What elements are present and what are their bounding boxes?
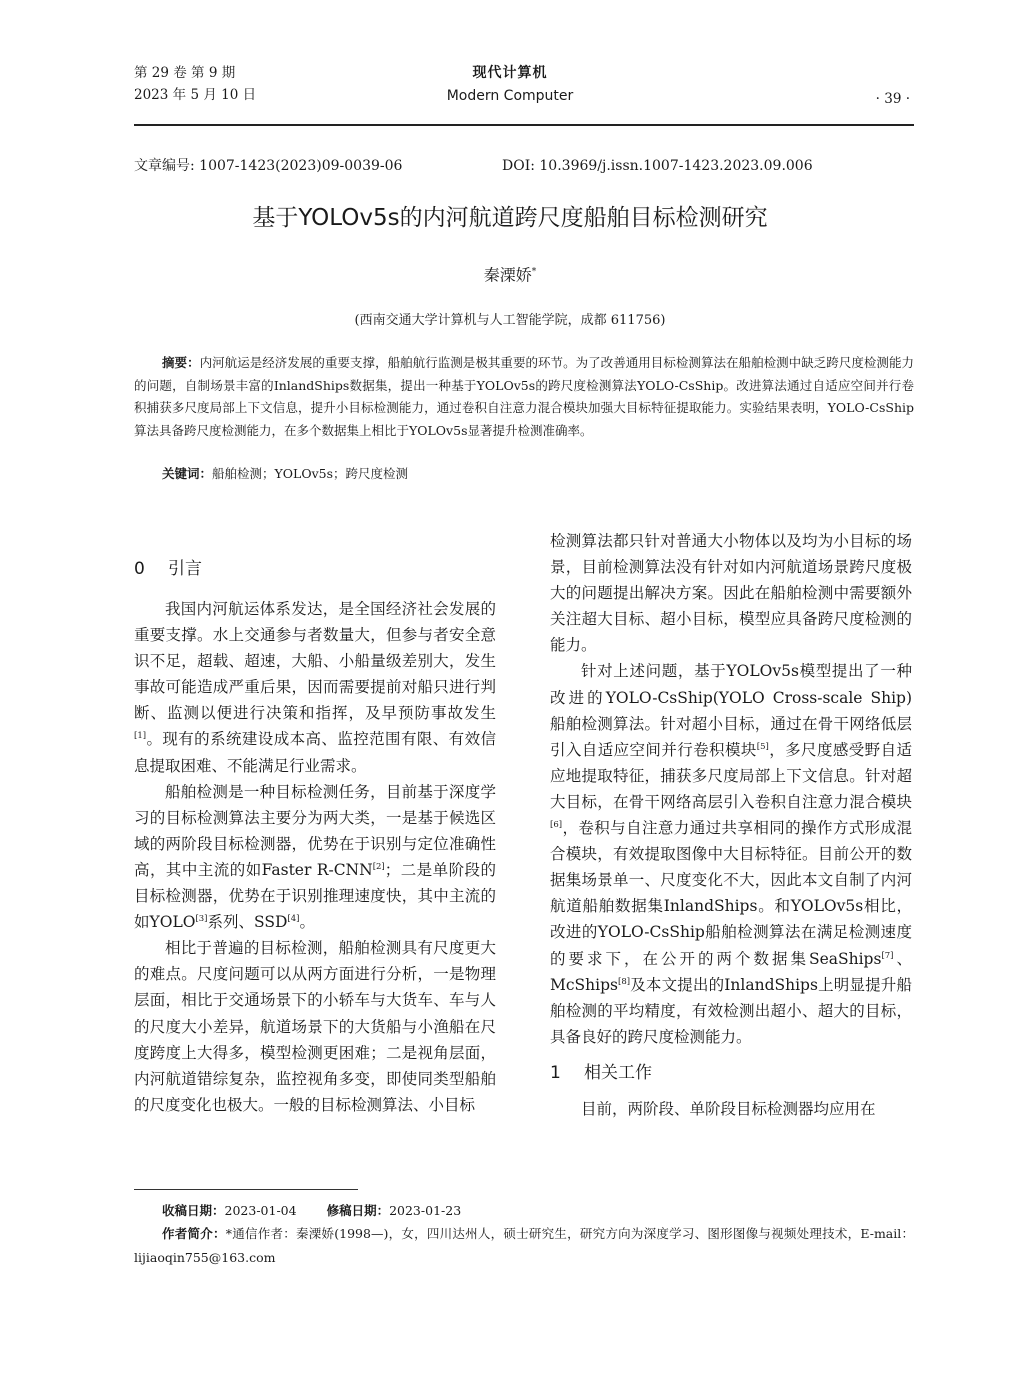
text-run: 。现有的系统建设成本高、监控范围有限、有效信息提取困难、不能满足行业需求。 (134, 730, 496, 775)
citation[interactable]: [8] (618, 976, 631, 987)
citation[interactable]: [6] (550, 819, 563, 830)
citation[interactable]: [4] (287, 913, 300, 924)
abstract (134, 352, 914, 442)
keywords (134, 464, 914, 484)
text-run: ，卷积与自注意力通过共享相同的操作方式形成混合模块，有效提取图像中大目标特征。目前公开的数据集场景单一、尺度变化不大，因此本文自制了内河航道船舶数据集InlandShips。和YOLOv5s相比，改进的YOLO-CsShip船舶检测算法在满足检测速度的要求下，在公开的两个数据集SeaShips (550, 819, 912, 968)
footnote-author (134, 1222, 914, 1270)
citation[interactable]: [1] (134, 731, 147, 742)
text-run: 系列、SSD (207, 913, 288, 932)
body-column-right (550, 528, 912, 1122)
footnote-rule (134, 1189, 358, 1190)
article-id: 文章编号: 1007-1423(2023)09-0039-06 (134, 158, 403, 174)
publication-date: 2023 年 5 月 10 日 (134, 87, 257, 103)
section-title: 引言 (168, 559, 202, 579)
author-bio-label: 作者简介： (162, 1226, 226, 1241)
citation[interactable]: [3] (195, 913, 208, 924)
abstract-label: 摘要： (162, 355, 200, 370)
paragraph (134, 596, 496, 779)
revised-label: 修稿日期： (326, 1203, 390, 1218)
text-run: 、McShips (550, 949, 912, 994)
citation[interactable]: [2] (372, 861, 385, 872)
section-heading-intro (134, 556, 496, 582)
section-number: 1 (550, 1062, 561, 1083)
author-name: 秦溧娇 (483, 265, 532, 285)
text-run: 针对上述问题，基于YOLOv5s模型提出了一种改进的YOLO-CsShip(YOLO Cross-scale Ship)船舶检测算法。针对超小目标，通过在骨干网络低层引入自适应空间并行卷积模块 (550, 662, 912, 759)
journal-name-en: Modern Computer (446, 88, 574, 104)
paragraph: 相比于普遍的目标检测，船舶检测具有尺度更大的难点。尺度问题可以从两方面进行分析，一是物理层面，相比于交通场景下的小轿车与大货车、车与人的尺度大小差异，航道场景下的大货船与小渔船在尺度跨度上大得多，模型检测更困难；二是视角层面，内河航道错综复杂，监控视角多变，即使同类型船舶的尺度变化也极大。一般的目标检测算法、小目标 (134, 939, 496, 1114)
received-date: 2023-01-04 (224, 1203, 297, 1218)
volume-issue: 第 29 卷 第 9 期 (134, 65, 236, 81)
text-run: 。 (299, 913, 315, 932)
received-label: 收稿日期： (162, 1203, 225, 1218)
paper-title: 基于YOLOv5s的内河航道跨尺度船舶目标检测研究 (252, 205, 768, 231)
paragraph (134, 779, 496, 936)
section-heading-related (550, 1060, 912, 1086)
section-number: 0 (134, 559, 145, 579)
journal-name-cn: 现代计算机 (472, 65, 548, 81)
citation[interactable]: [7] (881, 950, 894, 961)
paragraph: 目前，两阶段、单阶段目标检测器均应用在 (581, 1099, 876, 1118)
footnote-dates (134, 1199, 942, 1223)
affiliation: (西南交通大学计算机与人工智能学院，成都 611756) (354, 313, 666, 328)
doi: DOI: 10.3969/j.issn.1007-1423.2023.09.006 (502, 158, 813, 174)
text-run: 及本文提出的InlandShips上明显提升船舶检测的平均精度，有效检测出超小、超大的目标，具备良好的跨尺度检测能力。 (550, 975, 912, 1046)
keywords-text: 船舶检测；YOLOv5s；跨尺度检测 (212, 466, 408, 481)
paragraph (550, 658, 912, 1049)
keywords-label: 关键词： (162, 466, 213, 481)
citation[interactable]: [5] (756, 741, 769, 752)
abstract-text: 内河航运是经济发展的重要支撑，船舶航行监测是极其重要的环节。为了改善通用目标检测算法在船舶检测中缺乏跨尺度检测能力的问题，自制场景丰富的InlandShips数据集，提出一种基于YOLOv5s的跨尺度检测算法YOLO-CsShip。改进算法通过自适应空间并行卷积捕获多尺度局部上下文信息，提升小目标检测能力，通过卷积自注意力混合模块加强大目标特征提取能力。实验结果表明，YOLO-CsShip算法具备跨尺度检测能力，在多个数据集上相比于YOLOv5s显著提升检测准确率。 (134, 355, 914, 438)
journal-name (0, 62, 1020, 104)
header-rule (134, 124, 914, 126)
author-bio-text: *通信作者：秦溧娇(1998—)，女，四川达州人，硕士研究生，研究方向为深度学习、图形图像与视频处理技术，E-mail：lijiaoqin755@163.com (134, 1226, 914, 1265)
section-title: 相关工作 (584, 1062, 652, 1083)
author-mark: * (531, 267, 537, 277)
text-run: ；二是单阶段的目标检测器，优势在于识别推理速度快，其中主流的如YOLO (134, 860, 496, 932)
author-line (0, 260, 1020, 287)
text-run: 我国内河航运体系发达，是全国经济社会发展的重要支撑。水上交通参与者数量大，但参与者安全意识不足，超载、超速，大船、小船量级差别大，发生事故可能造成严重后果，因而需要提前对船只进行判断、监测以便进行决策和指挥，及早预防事故发生 (134, 600, 496, 723)
text-run: ，多尺度感受野自适应地提取特征，捕获多尺度局部上下文信息。针对超大目标，在骨干网络高层引入卷积自注意力混合模块 (550, 740, 912, 811)
body-column-left (134, 556, 496, 1118)
revised-date: 2023-01-23 (389, 1203, 462, 1218)
page-number: · 39 · (875, 91, 910, 107)
paragraph: 检测算法都只针对普通大小物体以及均为小目标的场景，目前检测算法没有针对如内河航道场景跨尺度极大的问题提出解决方案。因此在船舶检测中需要额外关注超大目标、超小目标，模型应具备跨尺度检测的能力。 (550, 532, 912, 655)
text-run: 船舶检测是一种目标检测任务，目前基于深度学习的目标检测算法主要分为两大类，一是基于候选区域的两阶段目标检测器，优势在于识别与定位准确性高，其中主流的如Faster R-CNN (134, 782, 496, 879)
